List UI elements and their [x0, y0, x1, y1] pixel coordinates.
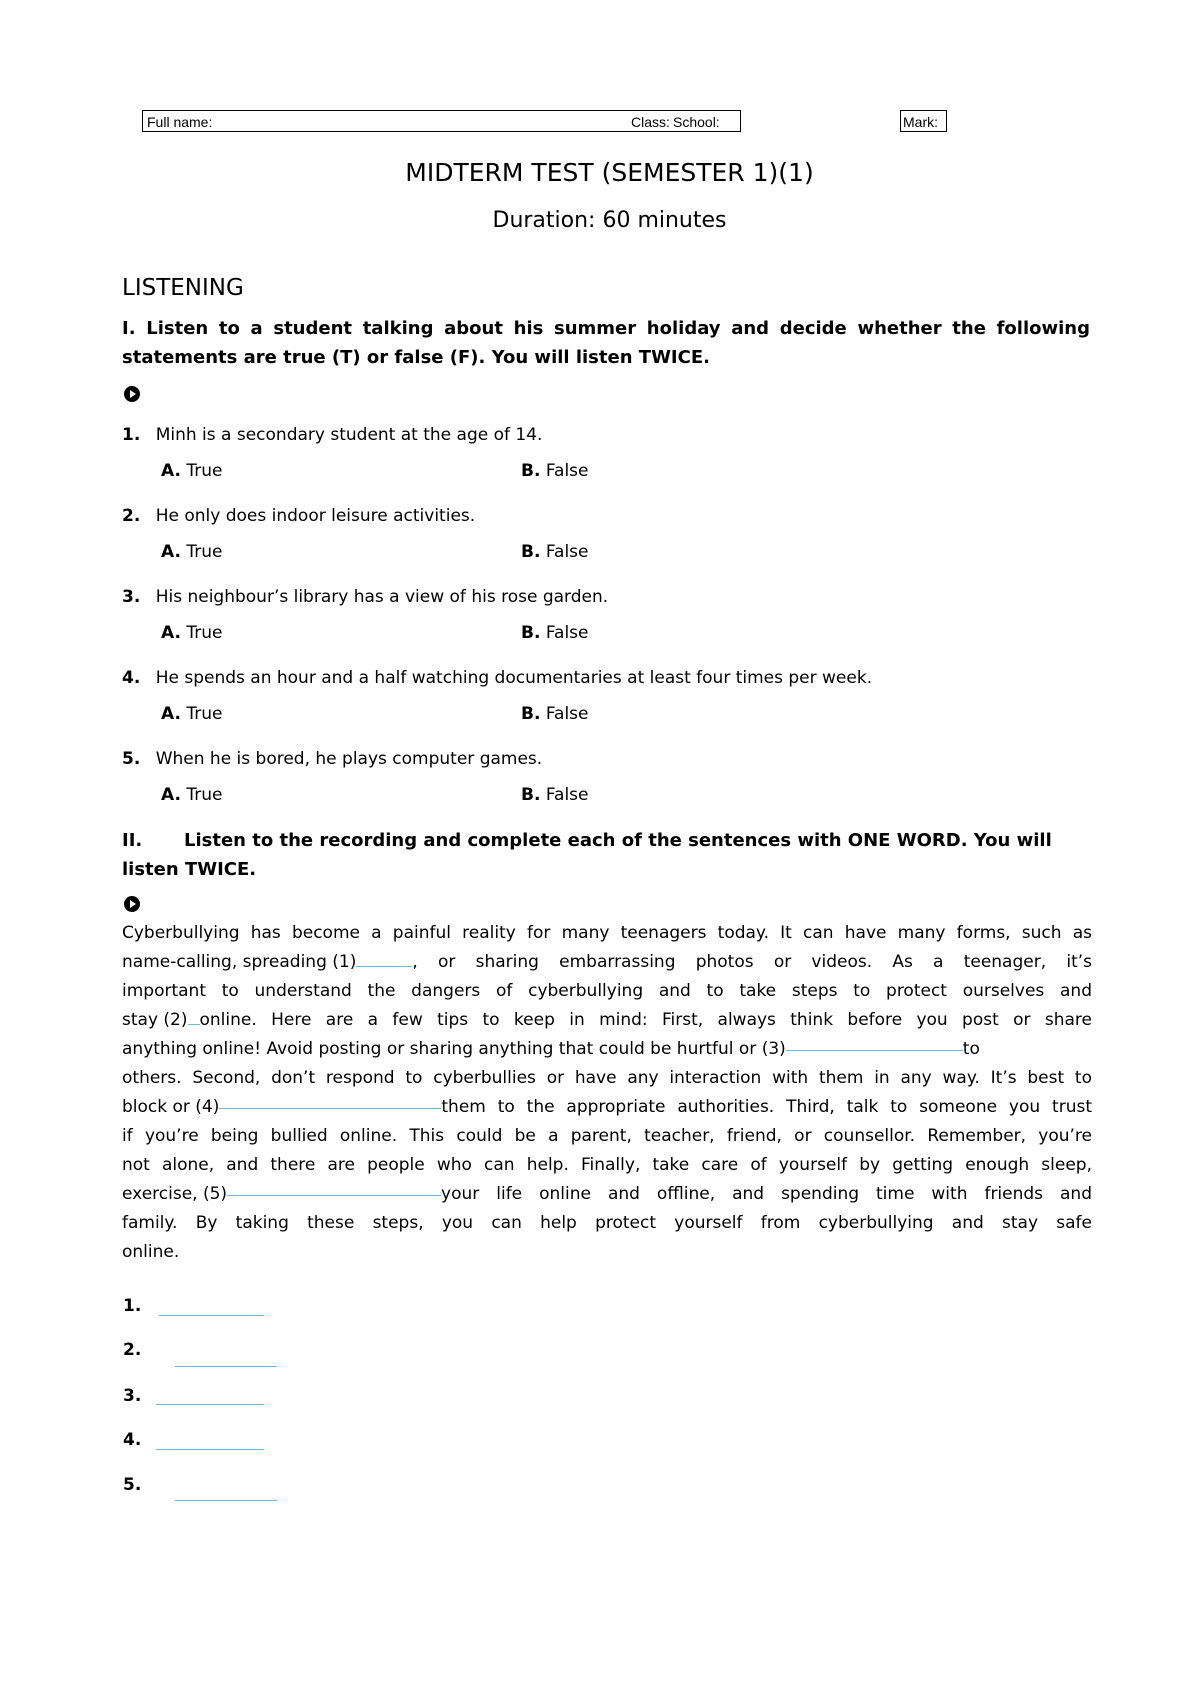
- passage-line: online.: [122, 1242, 180, 1262]
- blank-5[interactable]: [227, 1180, 441, 1196]
- option-a[interactable]: A. True: [161, 623, 223, 643]
- part1-instruction: [122, 314, 1090, 372]
- page-title: MIDTERM TEST (SEMESTER 1)(1): [405, 158, 814, 187]
- question-number: 3.: [122, 587, 141, 607]
- answer-number: 4.: [123, 1430, 142, 1450]
- passage-line: Cyberbullying has become a painful reality for many teenagers today. It can have many forms, such as: [122, 923, 1092, 943]
- answer-line-4[interactable]: [156, 1449, 264, 1450]
- option-a[interactable]: A. True: [161, 704, 223, 724]
- question-number: 1.: [122, 425, 141, 445]
- passage-line: block or (4) them to the appropriate authorities. Third, talk to someone you trust: [122, 1093, 1092, 1122]
- blank-2[interactable]: [188, 1009, 200, 1025]
- question-text: His neighbour’s library has a view of his rose garden.: [155, 587, 609, 607]
- option-a[interactable]: A. True: [161, 785, 223, 805]
- blank-4[interactable]: [219, 1093, 441, 1109]
- blank-3[interactable]: [786, 1035, 963, 1051]
- option-b[interactable]: B. False: [521, 623, 589, 643]
- option-a[interactable]: A. True: [161, 542, 223, 562]
- answer-number: 2.: [123, 1340, 142, 1360]
- student-info-box: [142, 110, 741, 132]
- option-b[interactable]: B. False: [521, 461, 589, 481]
- question-number: 5.: [122, 749, 141, 769]
- answer-line-1[interactable]: [159, 1315, 264, 1316]
- part2-instruction: [122, 826, 1070, 884]
- passage-line: anything online! Avoid posting or sharing anything that could be hurtful or (3) to: [122, 1035, 1092, 1064]
- blank-1[interactable]: [356, 951, 412, 967]
- question-text: Minh is a secondary student at the age of 14.: [155, 425, 543, 445]
- question-number: 2.: [122, 506, 141, 526]
- part2-number: II.: [122, 830, 143, 851]
- answer-number: 3.: [123, 1386, 142, 1406]
- answer-line-3[interactable]: [156, 1404, 264, 1405]
- question-3: [122, 587, 608, 607]
- play-circle-icon[interactable]: [123, 385, 141, 403]
- question-text: He spends an hour and a half watching documentaries at least four times per week.: [155, 668, 873, 688]
- option-b[interactable]: B. False: [521, 785, 589, 805]
- question-number: 4.: [122, 668, 141, 688]
- question-5: [122, 749, 542, 769]
- part1-instruction-line1: Listen to a student talking about his summer holiday and decide whether the following: [146, 318, 1090, 339]
- full-name-label: Full name:: [147, 114, 213, 130]
- section-title: LISTENING: [122, 275, 244, 301]
- option-a[interactable]: A. True: [161, 461, 223, 481]
- passage-line: if you’re being bullied online. This could be a parent, teacher, friend, or counsellor. Remember, you’re: [122, 1126, 1092, 1146]
- question-text: He only does indoor leisure activities.: [155, 506, 476, 526]
- mark-label: Mark:: [903, 114, 938, 130]
- answer-number: 5.: [123, 1475, 142, 1495]
- question-4: [122, 668, 872, 688]
- option-b[interactable]: B. False: [521, 542, 589, 562]
- passage: [122, 919, 1092, 1267]
- passage-line: exercise, (5) your life online and offline, and spending time with friends and: [122, 1180, 1092, 1209]
- question-1: [122, 425, 542, 445]
- answer-number: 1.: [123, 1296, 142, 1316]
- question-text: When he is bored, he plays computer games.: [155, 749, 543, 769]
- answer-line-5[interactable]: [175, 1500, 277, 1501]
- part2-instruction-line2: listen TWICE.: [122, 859, 257, 880]
- part2-instruction-line1: Listen to the recording and complete each of the sentences with ONE WORD. You will: [184, 830, 1052, 851]
- answer-line-2[interactable]: [175, 1366, 277, 1367]
- part1-instruction-line2: statements are true (T) or false (F). You will listen TWICE.: [122, 347, 710, 368]
- passage-line: stay (2) online. Here are a few tips to keep in mind: First, always think before you post or share: [122, 1010, 1092, 1030]
- passage-line: family. By taking these steps, you can help protect yourself from cyberbullying and stay safe: [122, 1213, 1092, 1233]
- play-circle-icon[interactable]: [123, 895, 141, 913]
- part1-number: I.: [122, 318, 136, 339]
- question-2: [122, 506, 475, 526]
- mark-box: [900, 110, 947, 132]
- option-b[interactable]: B. False: [521, 704, 589, 724]
- duration: Duration: 60 minutes: [492, 208, 727, 233]
- passage-line: name-calling, spreading (1) , or sharing embarrassing photos or videos. As a teenager, it’s: [122, 952, 1092, 972]
- school-label: School:: [673, 114, 720, 130]
- passage-line: others. Second, don’t respond to cyberbullies or have any interaction with them in any way. It’s best to: [122, 1068, 1092, 1088]
- passage-line: not alone, and there are people who can help. Finally, take care of yourself by getting enough sleep,: [122, 1155, 1092, 1175]
- passage-line: important to understand the dangers of cyberbullying and to take steps to protect ourselves and: [122, 981, 1092, 1001]
- class-label: Class:: [631, 114, 670, 130]
